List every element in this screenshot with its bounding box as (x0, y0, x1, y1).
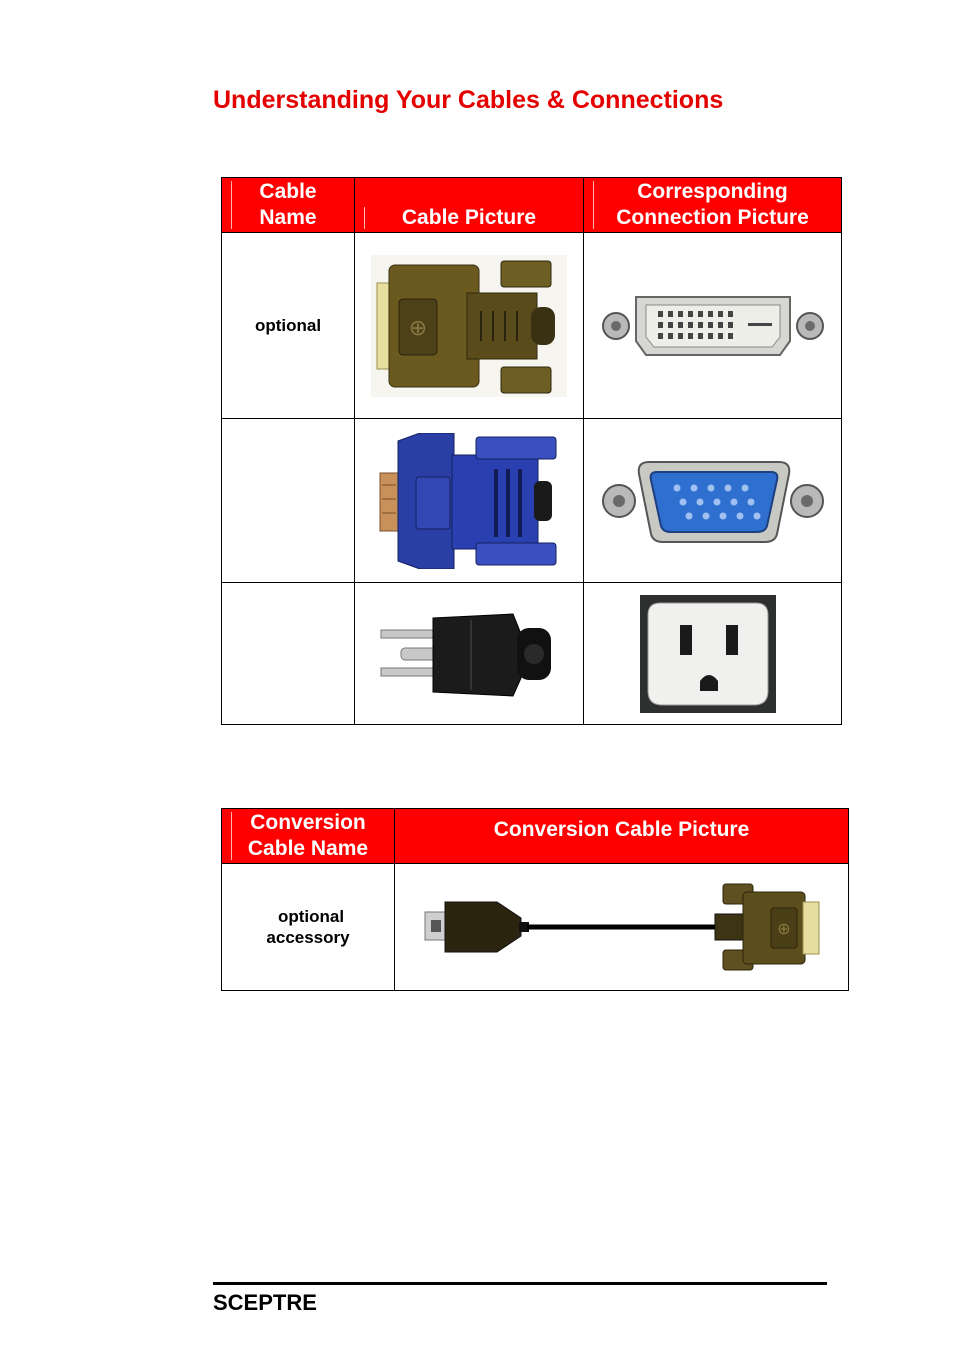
conversion-name-cell: optional accessory (222, 864, 395, 991)
table-row (222, 864, 849, 991)
header-cable-picture: Cable Picture (355, 178, 584, 233)
table-row (222, 583, 842, 725)
hdmi-to-dvi-cable-icon (417, 882, 827, 972)
header-cable-name: Cable Name (222, 178, 355, 233)
dvi-plug-icon (371, 255, 567, 397)
cable-name-cell (222, 583, 355, 725)
power-outlet-icon (640, 595, 776, 713)
header-conversion-cable-picture: Conversion Cable Picture (395, 809, 849, 864)
footer-brand: SCEPTRE (213, 1290, 317, 1315)
cables-table (221, 177, 842, 725)
svg-text:⊕: ⊕ (408, 315, 428, 341)
cable-picture-cell (355, 233, 584, 419)
conversion-table-header (222, 809, 849, 864)
page-title: Understanding Your Cables & Connections (213, 86, 724, 114)
conversion-table (221, 808, 849, 991)
connection-picture-cell (584, 419, 842, 583)
cable-name-cell (222, 419, 355, 583)
dvi-port-icon (598, 291, 828, 361)
conversion-picture-cell (395, 864, 849, 991)
header-connection-picture: Corresponding Connection Picture (584, 178, 842, 233)
footer-divider (213, 1282, 827, 1285)
power-plug-icon (371, 606, 567, 702)
cable-picture-cell (355, 583, 584, 725)
table-row (222, 419, 842, 583)
cables-table-header (222, 178, 842, 233)
table-row (222, 233, 842, 419)
cable-picture-cell (355, 419, 584, 583)
header-conversion-cable-name: Conversion Cable Name (222, 809, 395, 864)
svg-text:⊕: ⊕ (776, 919, 791, 938)
vga-port-icon (597, 456, 829, 546)
connection-picture-cell (584, 233, 842, 419)
connection-picture-cell (584, 583, 842, 725)
cable-name-cell: optional (222, 233, 355, 419)
vga-plug-icon (376, 433, 562, 569)
